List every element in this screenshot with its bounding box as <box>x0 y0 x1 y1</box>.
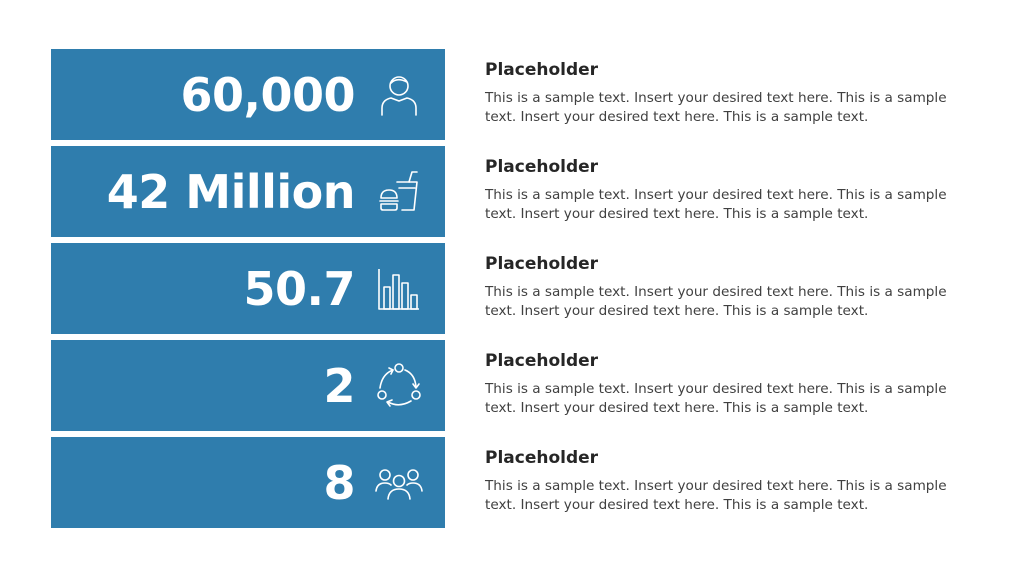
description-block <box>485 437 975 534</box>
fast-food-icon <box>375 168 423 216</box>
person-icon <box>375 71 423 119</box>
description-title: Placeholder <box>485 351 599 371</box>
stat-value: 2 <box>323 358 355 413</box>
description-block <box>485 146 975 243</box>
description-title: Placeholder <box>485 448 599 468</box>
stat-value: 50.7 <box>243 261 355 316</box>
stat-value: 42 Million <box>106 164 355 219</box>
description-text: This is a sample text. Insert your desired text here. This is a sample text. Insert your desired text here. This is a sample text. <box>485 284 947 319</box>
descriptions <box>485 49 975 534</box>
group-icon <box>375 459 423 507</box>
stat-bar <box>51 146 445 237</box>
description-title: Placeholder <box>485 60 599 80</box>
stat-bar <box>51 437 445 528</box>
description-text: This is a sample text. Insert your desired text here. This is a sample text. Insert your desired text here. This is a sample text. <box>485 478 947 513</box>
description-block <box>485 49 975 146</box>
description-text: This is a sample text. Insert your desired text here. This is a sample text. Insert your desired text here. This is a sample text. <box>485 381 947 416</box>
bar-chart-icon <box>375 265 423 313</box>
description-text: This is a sample text. Insert your desired text here. This is a sample text. Insert your desired text here. This is a sample text. <box>485 90 947 125</box>
stat-bar <box>51 243 445 334</box>
description-block <box>485 243 975 340</box>
stat-bars <box>51 49 445 528</box>
stat-value: 60,000 <box>180 67 355 122</box>
description-block <box>485 340 975 437</box>
description-title: Placeholder <box>485 254 599 274</box>
description-title: Placeholder <box>485 157 599 177</box>
description-text: This is a sample text. Insert your desired text here. This is a sample text. Insert your desired text here. This is a sample text. <box>485 187 947 222</box>
cycle-icon <box>375 362 423 410</box>
stat-bar <box>51 49 445 140</box>
stat-value: 8 <box>323 455 355 510</box>
stat-bar <box>51 340 445 431</box>
